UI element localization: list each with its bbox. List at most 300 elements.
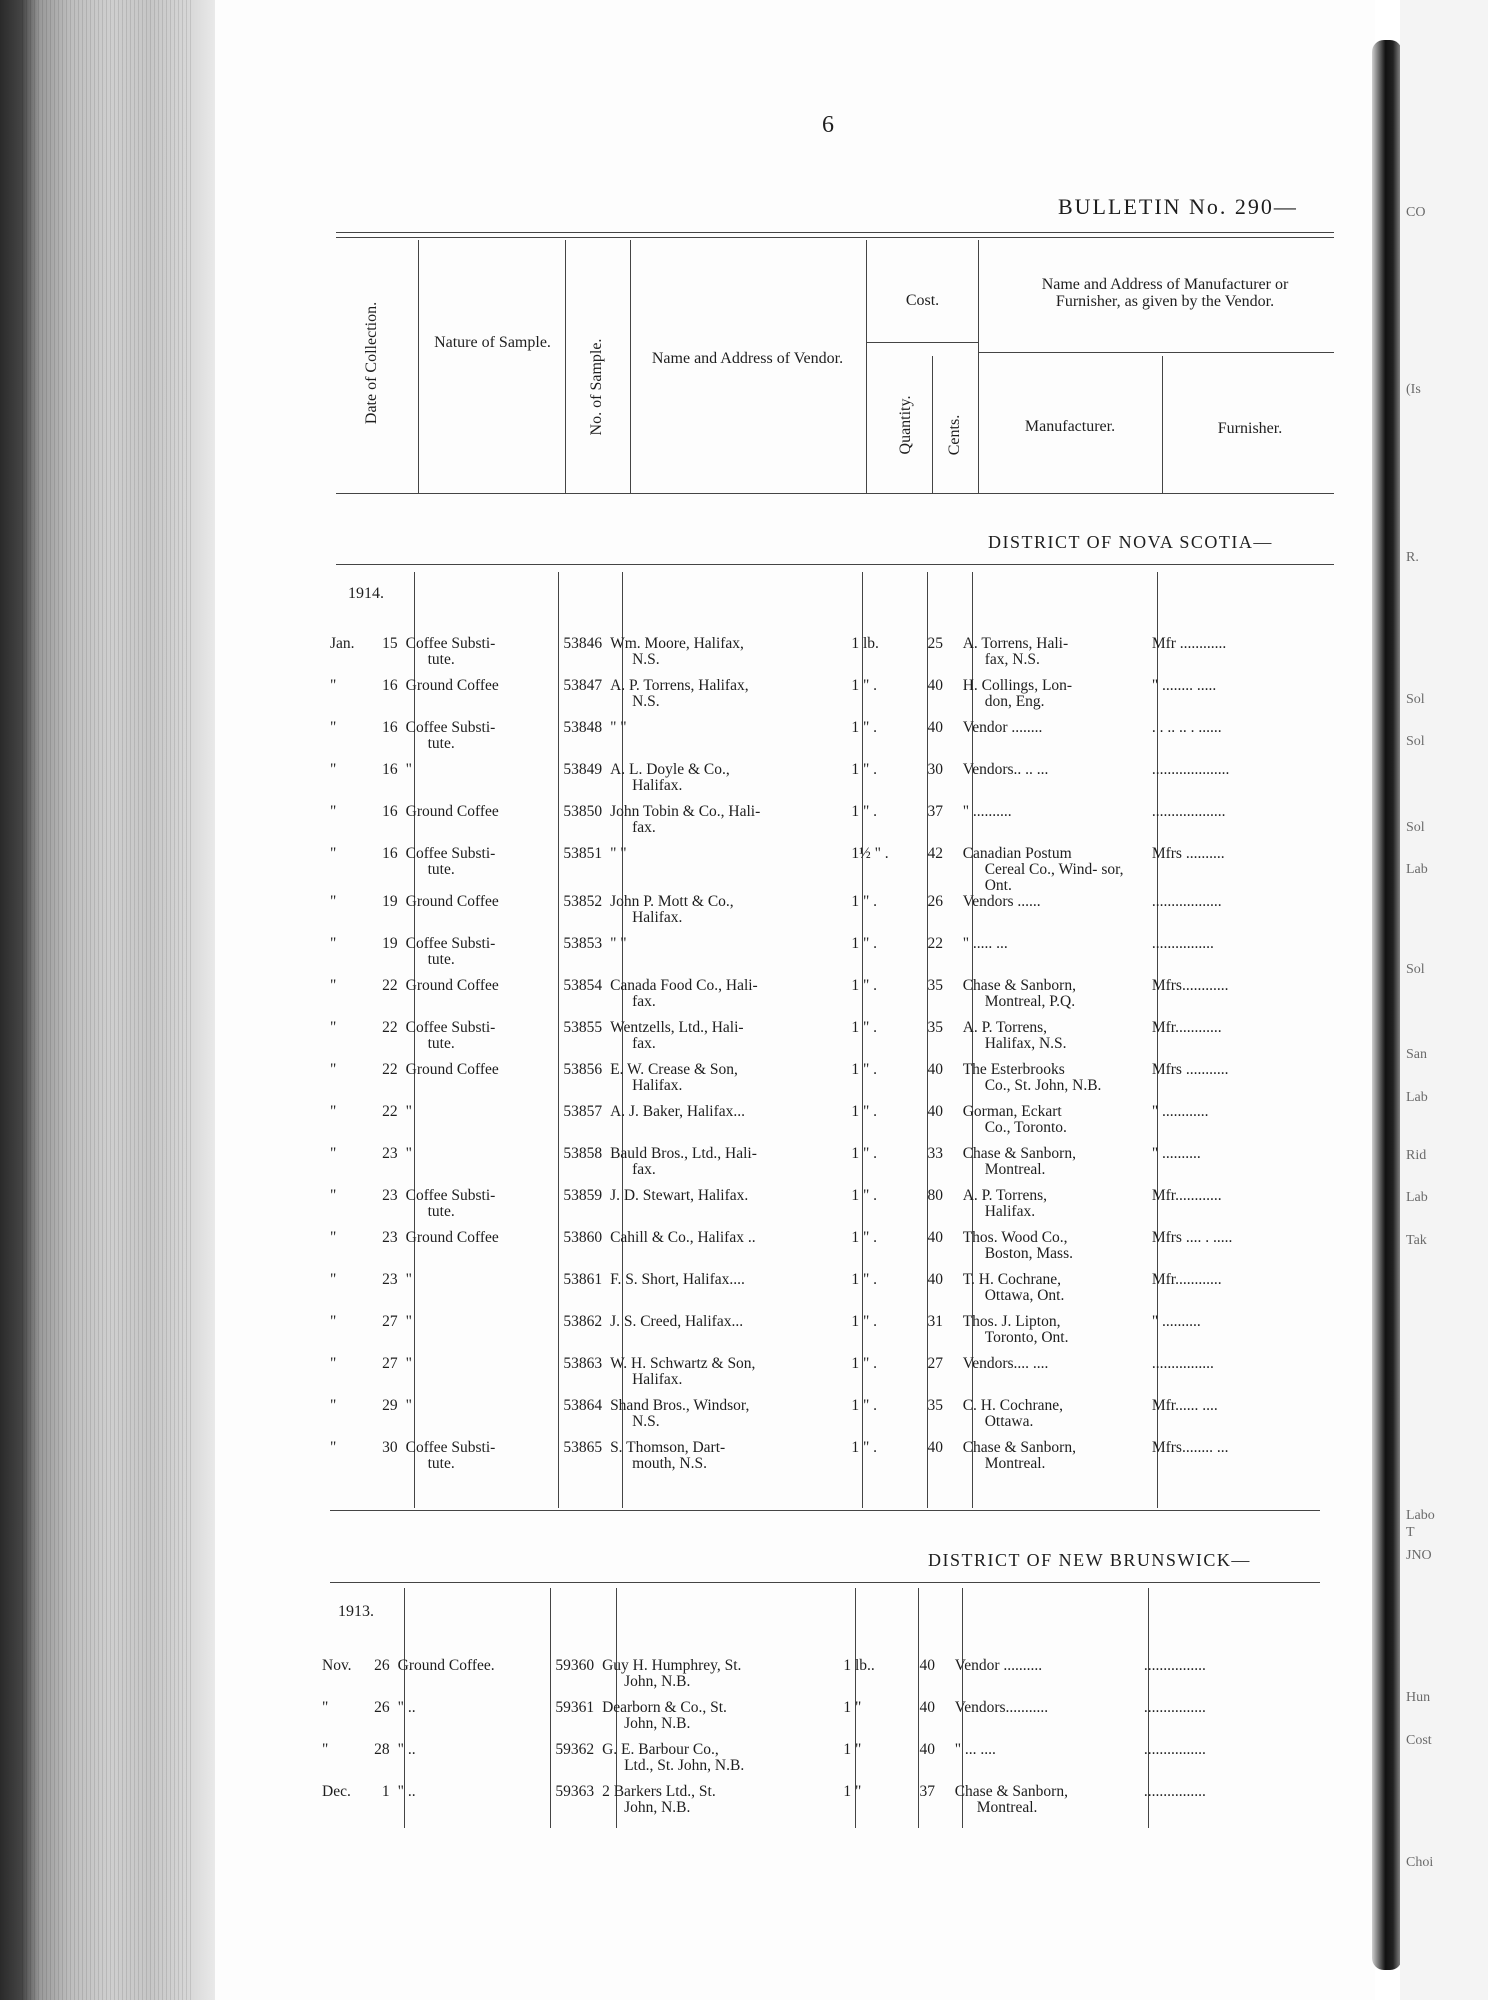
quantity: 1 " . [851, 1188, 878, 1204]
quantity-cell [847, 936, 911, 978]
sample-number-cell [539, 1784, 598, 1826]
date-month: " [330, 1314, 337, 1330]
vendor-name-cell [606, 804, 847, 846]
header-quantity: Quantity. [897, 395, 914, 455]
sample-nature-cell [402, 894, 547, 936]
table-row [326, 1020, 1336, 1062]
sample-nature: Ground Coffee [405, 804, 499, 820]
sample-number-cell [547, 1188, 606, 1230]
date-day: 15 [382, 636, 398, 652]
vendor-name-cell [606, 1062, 847, 1104]
cost-cents: 35 [927, 978, 943, 994]
date-month-cell [326, 1020, 369, 1062]
manufacturer: T. H. Cochrane, [962, 1272, 1061, 1288]
date-month: " [330, 1356, 337, 1372]
header-nature: Nature of Sample. [434, 334, 551, 351]
section-rule [336, 564, 1334, 565]
quantity: 1 " . [851, 978, 878, 994]
table-row [326, 1314, 1336, 1356]
quantity-cell [847, 894, 911, 936]
date-day: 16 [382, 804, 398, 820]
furnisher-cell [1148, 1398, 1336, 1440]
sample-nature: " [405, 1146, 412, 1162]
date-month: " [330, 936, 337, 952]
quantity: 1 " . [851, 1356, 878, 1372]
table-row [326, 1062, 1336, 1104]
date-month-cell [326, 636, 369, 678]
facing-text: R. [1406, 550, 1419, 565]
vendor-name: A. P. Torrens, Halifax, [610, 678, 749, 694]
date-day-cell [369, 804, 402, 846]
header-date: Date of Collection. [363, 301, 380, 425]
date-month-cell [326, 846, 369, 894]
furnisher: Mfr............ [1151, 1020, 1222, 1036]
quantity-cell [847, 1314, 911, 1356]
date-day: 26 [374, 1658, 390, 1674]
furnisher: ................ [1143, 1700, 1206, 1716]
quantity: 1 " . [851, 1272, 878, 1288]
sample-nature-cell [402, 1104, 547, 1146]
furnisher: .................... [1151, 762, 1230, 778]
sample-nature: Coffee Substi- [405, 846, 496, 862]
sample-number-cell [547, 804, 606, 846]
sample-nature-cell [402, 1314, 547, 1356]
manufacturer: The Esterbrooks [962, 1062, 1065, 1078]
cost-cents: 27 [927, 1356, 943, 1372]
date-day-cell [369, 894, 402, 936]
furnisher-cell [1148, 678, 1336, 720]
furnisher: Mfrs ........... [1151, 1062, 1229, 1078]
header-number: No. of Sample. [588, 338, 605, 436]
quantity: 1 lb. [851, 636, 879, 652]
cost-cents: 31 [927, 1314, 943, 1330]
manufacturer: Vendor .......... [954, 1658, 1043, 1674]
cost-cents: 25 [927, 636, 943, 652]
sample-nature: " [405, 1356, 412, 1372]
facing-text: Sol [1406, 734, 1425, 749]
page-edges [22, 0, 192, 2000]
sample-nature-cell [402, 1062, 547, 1104]
manufacturer: A. P. Torrens, [962, 1020, 1048, 1036]
manufacturer: Gorman, Eckart [962, 1104, 1062, 1120]
table-row [326, 678, 1336, 720]
furnisher-cell [1148, 894, 1336, 936]
date-day-cell [369, 1188, 402, 1230]
date-month: " [330, 1104, 337, 1120]
quantity-cell [847, 804, 911, 846]
quantity-cell [847, 1104, 911, 1146]
manufacturer-cell [959, 1104, 1148, 1146]
manufacturer-cont: Boston, Mass. [984, 1245, 1073, 1262]
sample-number-cell [547, 1062, 606, 1104]
table-row [326, 1356, 1336, 1398]
cost-cents-cell [912, 1272, 959, 1314]
sample-number: 53860 [563, 1230, 603, 1246]
sample-nature-cell [402, 762, 547, 804]
table-row [326, 894, 1336, 936]
date-month: " [330, 804, 337, 820]
bulletin-title: BULLETIN No. 290— [1058, 194, 1298, 219]
sample-number: 53853 [563, 936, 603, 952]
sample-number: 53862 [563, 1314, 603, 1330]
date-month-cell [318, 1658, 361, 1700]
date-day: 16 [382, 678, 398, 694]
header-divider [866, 240, 867, 493]
sample-nature-cell [402, 1356, 547, 1398]
manufacturer: H. Collings, Lon- [962, 678, 1073, 694]
date-month: " [330, 1272, 337, 1288]
sample-nature: Ground Coffee [405, 1230, 499, 1246]
manufacturer: Vendors.. .. ... [962, 762, 1049, 778]
cost-cents: 40 [919, 1742, 935, 1758]
sample-number: 53850 [563, 804, 603, 820]
header-divider [1162, 356, 1163, 493]
quantity-cell [847, 1188, 911, 1230]
sample-nature-cont: tute. [427, 1035, 455, 1052]
sample-nature: " [405, 762, 412, 778]
manufacturer-cont: Montreal. [984, 1455, 1046, 1472]
table-row [326, 1146, 1336, 1188]
vendor-name: G. E. Barbour Co., [602, 1742, 719, 1758]
sample-nature: " .. [397, 1700, 416, 1716]
date-day: 28 [374, 1742, 390, 1758]
vendor-name-cont: N.S. [632, 693, 660, 710]
furnisher-cell [1140, 1784, 1328, 1826]
manufacturer-cell [959, 1398, 1148, 1440]
furnisher: " ............ [1151, 1104, 1209, 1120]
cost-cents-cell [904, 1658, 951, 1700]
facing-text: Sol [1406, 962, 1425, 977]
cost-cents-cell [912, 1314, 959, 1356]
vendor-name: S. Thomson, Dart- [610, 1440, 726, 1456]
table-row [326, 846, 1336, 894]
facing-text: Lab [1406, 862, 1428, 877]
date-day-cell [369, 1104, 402, 1146]
manufacturer-cell [959, 762, 1148, 804]
cost-cents: 80 [927, 1188, 943, 1204]
manufacturer: Vendors ...... [962, 894, 1041, 910]
vendor-name: F. S. Short, Halifax.... [610, 1272, 745, 1288]
vendor-name-cont: Halifax. [632, 1077, 683, 1094]
cost-cents: 42 [927, 846, 943, 862]
vendor-name: J. S. Creed, Halifax... [610, 1314, 744, 1330]
furnisher: .................. [1151, 894, 1222, 910]
furnisher-cell [1148, 1440, 1336, 1482]
sample-number-cell [547, 678, 606, 720]
furnisher: " .......... [1151, 1146, 1201, 1162]
sample-number: 53863 [563, 1356, 603, 1372]
sample-number-cell [547, 936, 606, 978]
date-day-cell [361, 1700, 394, 1742]
date-month: " [330, 978, 337, 994]
sample-number-cell [539, 1742, 598, 1784]
vendor-name: A. L. Doyle & Co., [610, 762, 730, 778]
facing-text: (Is [1406, 382, 1421, 397]
quantity: 1 " . [851, 936, 878, 952]
manufacturer-cell [959, 1314, 1148, 1356]
sample-nature-cell [402, 1398, 547, 1440]
cost-cents-cell [912, 636, 959, 678]
sample-number: 53859 [563, 1188, 603, 1204]
manufacturer: A. P. Torrens, [962, 1188, 1048, 1204]
cost-cents-cell [912, 894, 959, 936]
vendor-name: " " [610, 846, 627, 862]
cost-cents-cell [912, 762, 959, 804]
vendor-name-cont: John, N.B. [624, 1673, 691, 1690]
sample-number-cell [547, 846, 606, 894]
sample-number-cell [547, 1146, 606, 1188]
vendor-name-cell [606, 1104, 847, 1146]
vendor-name-cell [606, 1398, 847, 1440]
date-day: 1 [381, 1784, 390, 1800]
manufacturer: A. Torrens, Hali- [962, 636, 1069, 652]
manufacturer-cell [959, 636, 1148, 678]
cost-cents-cell [912, 678, 959, 720]
sample-number-cell [547, 1314, 606, 1356]
quantity: 1 " . [851, 1104, 878, 1120]
manufacturer-cell [959, 1230, 1148, 1272]
date-month: " [322, 1742, 329, 1758]
date-day: 22 [382, 1062, 398, 1078]
manufacturer-cont: Cereal Co., Wind- sor, Ont. [984, 861, 1124, 894]
facing-text: Cost [1406, 1733, 1432, 1748]
sample-nature-cont: tute. [427, 1203, 455, 1220]
quantity-cell [847, 1230, 911, 1272]
quantity: 1 " [843, 1784, 862, 1800]
date-day-cell [369, 762, 402, 804]
facing-text: JNO [1406, 1548, 1432, 1563]
header-bottom-rule [336, 493, 1334, 494]
sample-nature: Ground Coffee [405, 678, 499, 694]
vendor-name-cell [598, 1658, 839, 1700]
date-day-cell [369, 1146, 402, 1188]
date-day: 19 [382, 936, 398, 952]
sample-nature: Coffee Substi- [405, 720, 496, 736]
facing-text: CO [1406, 205, 1426, 220]
furnisher: ................... [1151, 804, 1226, 820]
sample-number-cell [547, 1440, 606, 1482]
section-end-rule [330, 1510, 1320, 1511]
date-month: " [330, 846, 337, 862]
vendor-name: A. J. Baker, Halifax... [610, 1104, 746, 1120]
furnisher-cell [1148, 1020, 1336, 1062]
manufacturer-cont: Co., St. John, N.B. [984, 1077, 1102, 1094]
vendor-name-cell [598, 1784, 839, 1826]
date-day-cell [369, 936, 402, 978]
furnisher-cell [1148, 720, 1336, 762]
sample-number-cell [539, 1700, 598, 1742]
vendor-name-cont: Halifax. [632, 1371, 683, 1388]
date-day-cell [369, 678, 402, 720]
date-month-cell [326, 762, 369, 804]
manufacturer-cell [951, 1658, 1140, 1700]
vendor-name-cont: Halifax. [632, 777, 683, 794]
manufacturer-cont: Co., Toronto. [984, 1119, 1067, 1136]
manufacturer-cell [959, 894, 1148, 936]
mfr-rule [978, 352, 1334, 353]
sample-number-cell [547, 1356, 606, 1398]
cost-cents: 40 [927, 1062, 943, 1078]
header-furnisher: Furnisher. [1217, 420, 1283, 437]
manufacturer-cell [959, 1146, 1148, 1188]
sample-number: 53848 [563, 720, 603, 736]
samples-table-nova-scotia [326, 636, 1336, 1482]
furnisher: ................ [1151, 936, 1214, 952]
manufacturer: Vendors........... [954, 1700, 1049, 1716]
sample-nature-cont: tute. [427, 861, 455, 878]
table-row [326, 936, 1336, 978]
vendor-name-cell [606, 1020, 847, 1062]
date-month-cell [326, 1146, 369, 1188]
vendor-name-cont: Halifax. [632, 909, 683, 926]
furnisher-cell [1148, 1146, 1336, 1188]
cost-cents: 35 [927, 1020, 943, 1036]
date-day: 26 [374, 1700, 390, 1716]
sample-number: 53847 [563, 678, 603, 694]
sample-nature-cont: tute. [427, 1455, 455, 1472]
facing-text: Lab [1406, 1090, 1428, 1105]
date-month: Dec. [322, 1784, 351, 1800]
quantity-cell [847, 678, 911, 720]
vendor-name-cont: N.S. [632, 1413, 660, 1430]
quantity: 1 " [843, 1742, 862, 1758]
vendor-name: W. H. Schwartz & Son, [610, 1356, 756, 1372]
header-divider [932, 356, 933, 493]
quantity: 1 " . [851, 1062, 878, 1078]
quantity-cell [847, 1062, 911, 1104]
sample-number-cell [547, 978, 606, 1020]
furnisher: " .......... [1151, 1314, 1201, 1330]
facing-text: T [1406, 1525, 1415, 1540]
sample-number: 53864 [563, 1398, 603, 1414]
sample-number-cell [547, 1230, 606, 1272]
date-day: 19 [382, 894, 398, 910]
facing-text: Choi [1406, 1855, 1434, 1870]
vendor-name-cell [598, 1700, 839, 1742]
header-divider [978, 240, 979, 493]
header-mfr-group: Name and Address of Manufacturer or Furnisher, as given by the Vendor. [1041, 276, 1289, 310]
vendor-name: Canada Food Co., Hali- [610, 978, 758, 994]
vendor-name-cell [606, 894, 847, 936]
furnisher: ................ [1143, 1784, 1206, 1800]
sample-nature: Coffee Substi- [405, 936, 496, 952]
header-divider [630, 240, 631, 493]
vendor-name: Bauld Bros., Ltd., Hali- [610, 1146, 757, 1162]
furnisher-cell [1148, 1314, 1336, 1356]
vendor-name-cell [606, 978, 847, 1020]
cost-cents-cell [912, 1398, 959, 1440]
date-month: " [330, 1020, 337, 1036]
sample-nature: " [405, 1104, 412, 1120]
date-day: 22 [382, 1020, 398, 1036]
date-month: " [322, 1700, 329, 1716]
quantity-cell [847, 720, 911, 762]
quantity-cell [847, 1356, 911, 1398]
vendor-name: Dearborn & Co., St. [602, 1700, 727, 1716]
sample-number: 53856 [563, 1062, 603, 1078]
manufacturer-cell [959, 1356, 1148, 1398]
furnisher-cell [1148, 936, 1336, 978]
sample-nature: Ground Coffee [405, 1062, 499, 1078]
date-month: Jan. [330, 636, 355, 652]
date-month: " [330, 1188, 337, 1204]
manufacturer-cont: Montreal. [984, 1161, 1046, 1178]
vendor-name-cell [606, 678, 847, 720]
sample-number-cell [547, 636, 606, 678]
date-day: 23 [382, 1146, 398, 1162]
cost-cents-cell [912, 1230, 959, 1272]
date-month-cell [326, 1188, 369, 1230]
table-row [326, 1188, 1336, 1230]
vendor-name-cell [606, 1230, 847, 1272]
manufacturer-cont: Ottawa, Ont. [984, 1287, 1065, 1304]
quantity: 1 lb.. [843, 1658, 875, 1674]
sample-number: 53852 [563, 894, 603, 910]
manufacturer-cont: Ottawa. [984, 1413, 1034, 1430]
date-month: " [330, 1062, 337, 1078]
furnisher: Mfrs .......... [1151, 846, 1225, 862]
sample-nature-cell [402, 720, 547, 762]
samples-table-new-brunswick [318, 1658, 1328, 1826]
vendor-name: " " [610, 720, 627, 736]
vendor-name-cont: mouth, N.S. [632, 1455, 707, 1472]
furnisher: Mfr............ [1151, 1272, 1222, 1288]
quantity: 1 " . [851, 762, 878, 778]
quantity: 1 " . [851, 894, 878, 910]
date-month-cell [326, 894, 369, 936]
quantity: 1 " [843, 1700, 862, 1716]
date-month-cell [326, 978, 369, 1020]
manufacturer: Thos. J. Lipton, [962, 1314, 1061, 1330]
date-month-cell [326, 1314, 369, 1356]
cost-cents-cell [912, 1020, 959, 1062]
sample-number-cell [539, 1658, 598, 1700]
sample-number: 53851 [563, 846, 603, 862]
vendor-name-cell [606, 936, 847, 978]
manufacturer-cell [959, 804, 1148, 846]
date-day: 16 [382, 720, 398, 736]
furnisher: Mfrs .... . ..... [1151, 1230, 1233, 1246]
date-day-cell [369, 1272, 402, 1314]
date-month-cell [326, 1398, 369, 1440]
quantity-cell [847, 1146, 911, 1188]
table-row [318, 1658, 1328, 1700]
quantity-cell [847, 1020, 911, 1062]
date-day-cell [369, 1020, 402, 1062]
manufacturer: Chase & Sanborn, [962, 1146, 1076, 1162]
sample-nature-cell [402, 678, 547, 720]
sample-nature-cell [402, 936, 547, 978]
vendor-name-cont: N.S. [632, 651, 660, 668]
quantity-cell [847, 846, 911, 894]
date-month: " [330, 1440, 337, 1456]
sample-nature-cont: tute. [427, 651, 455, 668]
sample-nature-cell [402, 1230, 547, 1272]
date-month-cell [326, 1104, 369, 1146]
date-day-cell [369, 1062, 402, 1104]
section-rule [330, 1582, 1320, 1583]
date-month: " [330, 1398, 337, 1414]
quantity-cell [847, 1398, 911, 1440]
header-manufacturer: Manufacturer. [1024, 418, 1116, 435]
cost-cents-cell [912, 1062, 959, 1104]
sample-nature: Ground Coffee. [397, 1658, 495, 1674]
sample-number: 53854 [563, 978, 603, 994]
furnisher-cell [1148, 1230, 1336, 1272]
table-row [326, 978, 1336, 1020]
vendor-name: Shand Bros., Windsor, [610, 1398, 750, 1414]
sample-nature-cell [402, 1020, 547, 1062]
